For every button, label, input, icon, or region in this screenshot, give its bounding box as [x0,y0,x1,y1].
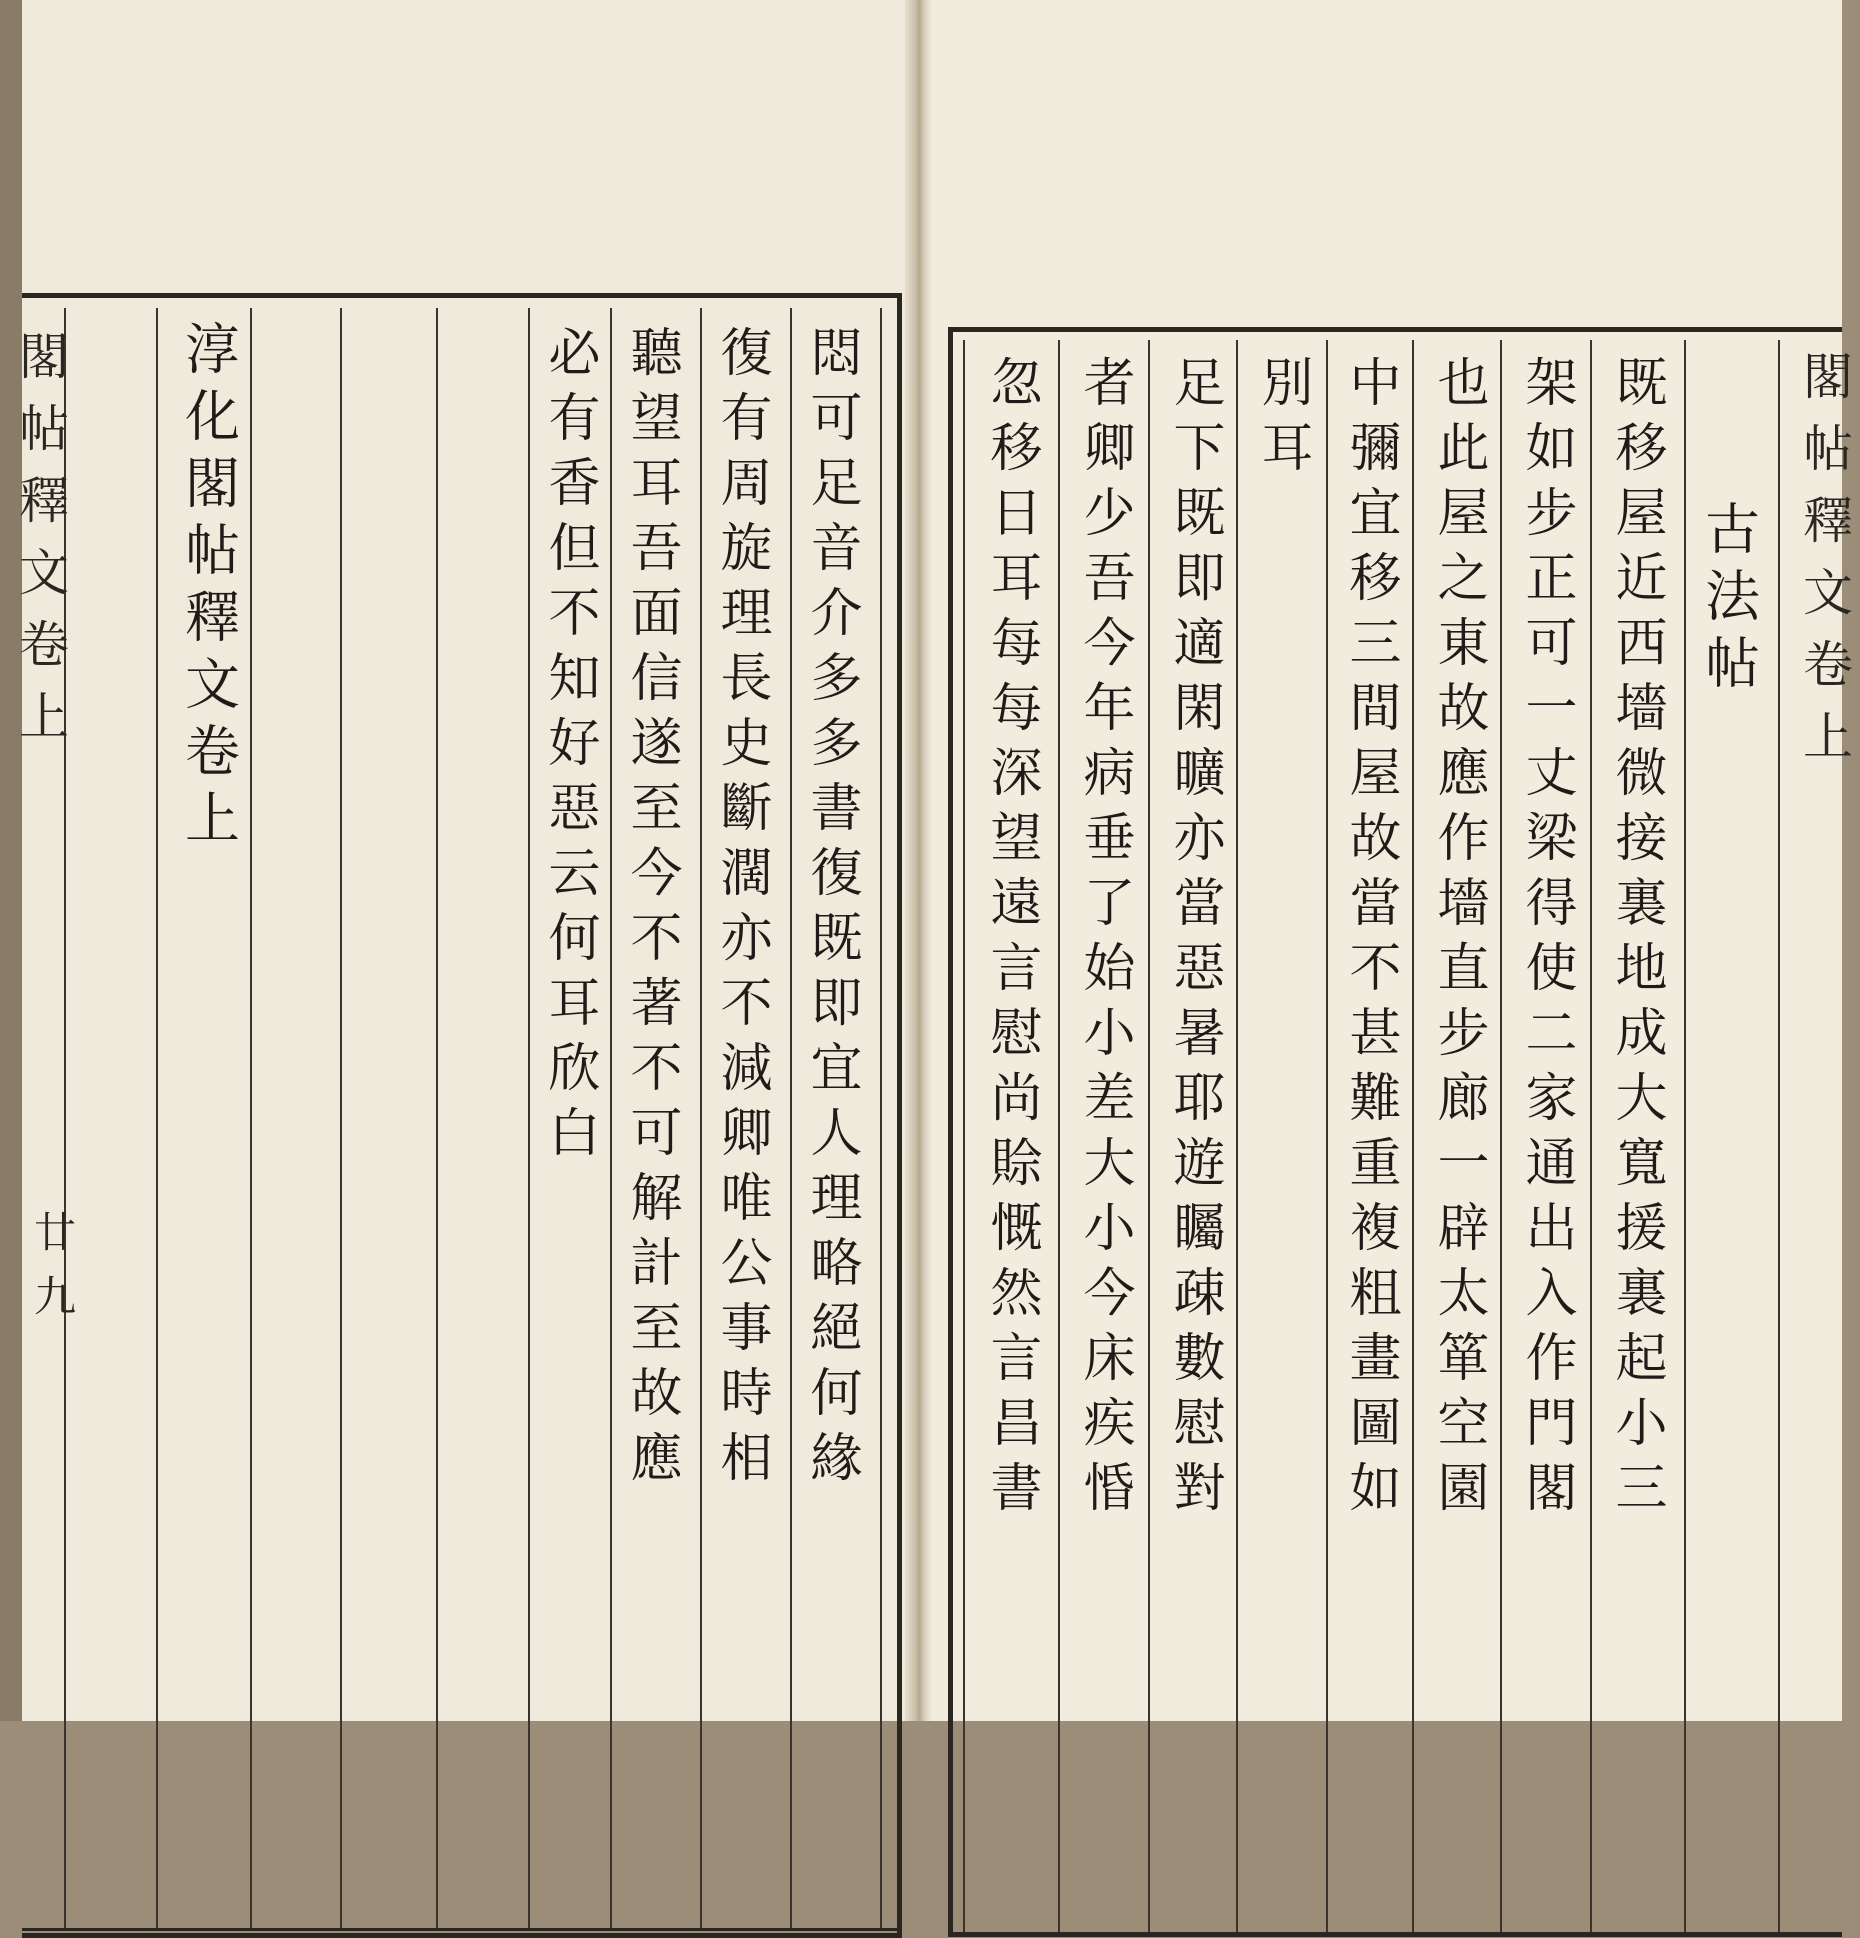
text-column: 忽移日耳每每深望遠言慰尚賒慨然言昌書 [981,355,1041,1525]
column-rule [963,340,965,1932]
text-column: 足下既即適閑曠亦當惡暑耶遊矚疎數慰對 [1164,355,1224,1525]
column-rule [1778,340,1780,1932]
column-rule [1684,340,1686,1932]
page-number: 廿九 [28,1210,77,1338]
text-column: 既移屋近西墻微接裏地成大寬援裏起小三 [1606,355,1666,1525]
column-rule [880,308,882,1928]
text-column: 架如步正可一丈梁得使二家通出入作門閣 [1516,355,1576,1525]
text-column: 悶可足音介多多書復既即宜人理略絕何緣 [801,325,861,1495]
right-edge-title: 閣帖釋文卷上 [1795,350,1853,782]
column-rule [1590,340,1592,1932]
left-edge-title: 閣帖釋文卷上 [11,330,69,762]
left-frame-bottom-rule [22,1928,902,1931]
book-title: 淳化閣帖釋文卷上 [176,320,240,856]
column-rule [1148,340,1150,1932]
column-rule [790,308,792,1928]
text-column: 中彌宜移三間屋故當不甚難重複粗畫圖如 [1340,355,1400,1525]
column-rule [1326,340,1328,1932]
column-rule [610,308,612,1928]
section-title: 古法帖 [1696,500,1760,701]
text-column: 也此屋之東故應作墻直步廊一辟太箪空園 [1428,355,1488,1525]
column-rule [436,308,438,1928]
column-rule [156,308,158,1928]
text-column: 復有周旋理長史斷濶亦不減卿唯公事時相 [711,325,771,1495]
column-rule [1236,340,1238,1932]
text-column: 聽望耳吾面信遂至今不著不可解計至故應 [621,325,681,1495]
column-rule [1500,340,1502,1932]
text-column: 必有香但不知好惡云何耳欣白 [539,325,599,1170]
column-rule [700,308,702,1928]
text-column: 者卿少吾今年病垂了始小差大小今床疾惛 [1074,355,1134,1525]
column-rule [1058,340,1060,1932]
column-rule [528,308,530,1928]
column-rule [250,308,252,1928]
column-rule [1412,340,1414,1932]
text-column: 別耳 [1252,355,1312,485]
column-rule [340,308,342,1928]
